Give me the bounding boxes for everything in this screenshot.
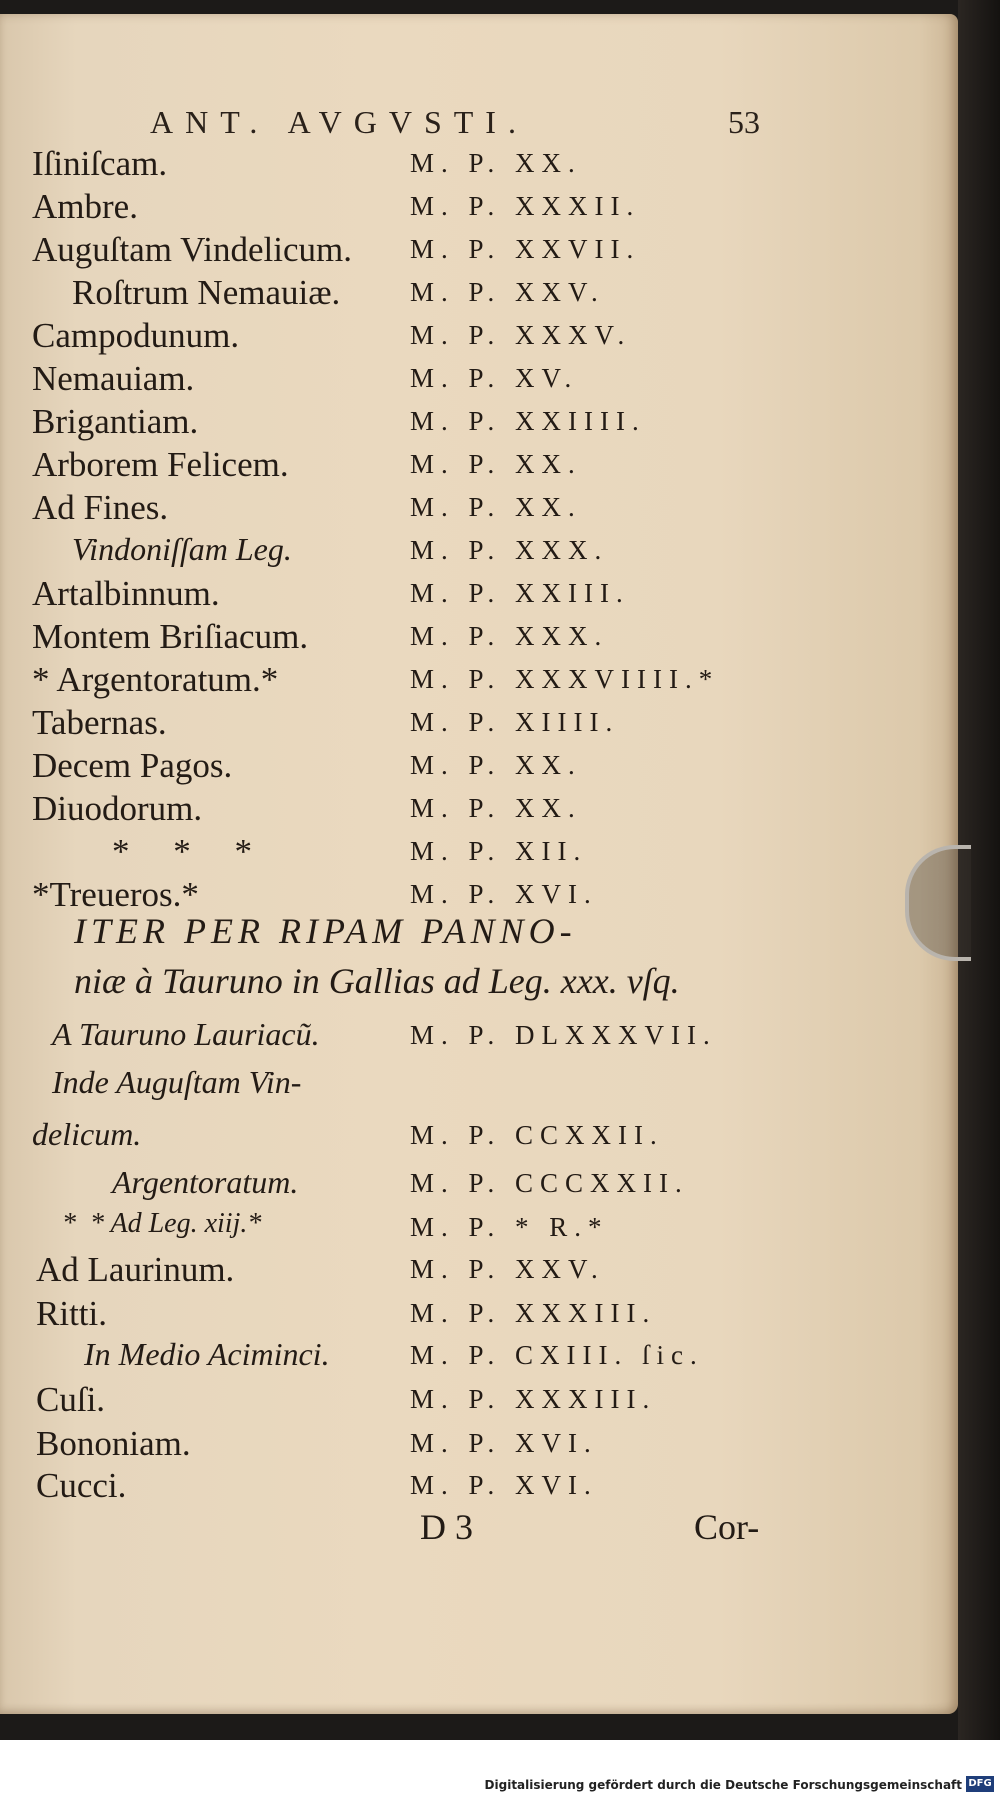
distance: M. P. XXV. bbox=[410, 1254, 605, 1284]
distance: M. P. XXXII. bbox=[410, 191, 641, 221]
place-name: Vindoniſſam Leg. bbox=[72, 531, 292, 567]
list-item bbox=[0, 359, 958, 403]
distance: M. P. XVI. bbox=[410, 1470, 598, 1500]
list-item bbox=[0, 402, 958, 446]
place-name: Ad Laurinum. bbox=[36, 1250, 235, 1289]
list-item bbox=[0, 230, 958, 274]
distance: M. P. XV. bbox=[410, 363, 579, 393]
distance: M. P. CCCXXII. bbox=[410, 1168, 689, 1198]
distance: M. P. XVI. bbox=[410, 1428, 598, 1458]
list-item bbox=[0, 1250, 958, 1294]
distance: M. P. CCXXII. bbox=[410, 1120, 664, 1150]
distance: M. P. XXXIII. bbox=[410, 1384, 657, 1414]
distance: M. P. * R.* bbox=[410, 1212, 609, 1242]
place-name: Arborem Felicem. bbox=[32, 445, 289, 484]
place-name: Ad Fines. bbox=[32, 488, 169, 527]
place-name: Roſtrum Nemauiæ. bbox=[72, 273, 341, 312]
list-item bbox=[0, 660, 958, 704]
footer-bar bbox=[0, 1740, 1000, 1798]
distance: M. P. XX. bbox=[410, 492, 582, 522]
section-heading-continuation: niæ à Tauruno in Gallias ad Leg. xxx. vſq. bbox=[74, 961, 680, 1001]
list-item bbox=[0, 531, 958, 575]
list-item bbox=[0, 1164, 958, 1208]
distance: M. P. XX. bbox=[410, 148, 582, 178]
list-item bbox=[0, 1294, 958, 1338]
list-item bbox=[0, 1466, 958, 1510]
distance: M. P. XX. bbox=[410, 449, 582, 479]
list-item bbox=[0, 1208, 958, 1252]
distance: M. P. XXX. bbox=[410, 535, 609, 565]
place-name: *Treueros.* bbox=[32, 875, 199, 914]
list-item bbox=[0, 445, 958, 489]
place-name: Iſiniſcam. bbox=[32, 144, 168, 183]
place-name: In Medio Aciminci. bbox=[84, 1336, 330, 1372]
dfg-logo-icon: DFG bbox=[966, 1776, 994, 1792]
distance: M. P. XX. bbox=[410, 793, 582, 823]
list-item bbox=[0, 746, 958, 790]
list-item bbox=[0, 1380, 958, 1424]
place-name: delicum. bbox=[32, 1116, 142, 1152]
running-head: ANT. AVGVSTI. bbox=[150, 104, 528, 140]
place-name: Campodunum. bbox=[32, 316, 240, 355]
place-name: Cuſi. bbox=[36, 1380, 106, 1419]
place-name: * Argentoratum.* bbox=[32, 660, 279, 699]
list-item bbox=[0, 144, 958, 188]
catchword: Cor- bbox=[694, 1507, 760, 1547]
book-page bbox=[0, 14, 958, 1714]
list-item bbox=[0, 316, 958, 360]
place-name: A Tauruno Lauriacũ. bbox=[52, 1016, 320, 1052]
distance: M. P. XXV. bbox=[410, 277, 605, 307]
list-item bbox=[0, 1424, 958, 1468]
place-name: Artalbinnum. bbox=[32, 574, 220, 613]
place-name: Bononiam. bbox=[36, 1424, 191, 1463]
list-item bbox=[0, 574, 958, 618]
distance: M. P. DLXXXVII. bbox=[410, 1020, 717, 1050]
place-name: Decem Pagos. bbox=[32, 746, 233, 785]
place-name: Cucci. bbox=[36, 1466, 127, 1505]
distance: M. P. XXX. bbox=[410, 621, 609, 651]
list-item bbox=[0, 187, 958, 231]
list-item bbox=[0, 1016, 958, 1060]
distance: M. P. XXVII. bbox=[410, 234, 641, 264]
place-name: Inde Auguſtam Vin- bbox=[52, 1064, 302, 1100]
distance: M. P. XXXIII. bbox=[410, 1298, 657, 1328]
place-name: Montem Briſiacum. bbox=[32, 617, 309, 656]
list-item bbox=[0, 273, 958, 317]
section-heading: ITER PER RIPAM PANNO- bbox=[74, 911, 577, 951]
place-name: Auguſtam Vindelicum. bbox=[32, 230, 352, 269]
list-item bbox=[0, 488, 958, 532]
list-item bbox=[0, 1336, 958, 1380]
list-item bbox=[0, 789, 958, 833]
signature-mark: D 3 bbox=[420, 1507, 473, 1547]
list-item bbox=[0, 617, 958, 661]
list-item bbox=[0, 832, 958, 876]
distance: M. P. XXIII. bbox=[410, 578, 630, 608]
place-name: Tabernas. bbox=[32, 703, 167, 742]
funding-notice: Digitalisierung gefördert durch die Deutsche Forschungsgemeinschaft bbox=[484, 1778, 962, 1792]
list-item bbox=[0, 1116, 958, 1160]
distance: M. P. XX. bbox=[410, 750, 582, 780]
place-name: Argentoratum. bbox=[112, 1164, 299, 1200]
place-name: Diuodorum. bbox=[32, 789, 203, 828]
place-name: Nemauiam. bbox=[32, 359, 195, 398]
place-name: * * Ad Leg. xiij.* bbox=[62, 1208, 262, 1239]
place-name: Ambre. bbox=[32, 187, 138, 226]
list-item bbox=[0, 703, 958, 747]
distance: M. P. XVI. bbox=[410, 879, 598, 909]
distance: M. P. XXXVIIII.* bbox=[410, 664, 720, 694]
distance: M. P. XIIII. bbox=[410, 707, 620, 737]
distance: M. P. CXIII. ſic. bbox=[410, 1340, 704, 1370]
distance: M. P. XXXV. bbox=[410, 320, 632, 350]
place-name: Ritti. bbox=[36, 1294, 107, 1333]
page-number: 53 bbox=[728, 104, 760, 140]
distance: M. P. XII. bbox=[410, 836, 588, 866]
distance: M. P. XXIIII. bbox=[410, 406, 646, 436]
list-item bbox=[0, 1064, 958, 1108]
place-name: * * * bbox=[112, 832, 252, 871]
place-name: Brigantiam. bbox=[32, 402, 199, 441]
